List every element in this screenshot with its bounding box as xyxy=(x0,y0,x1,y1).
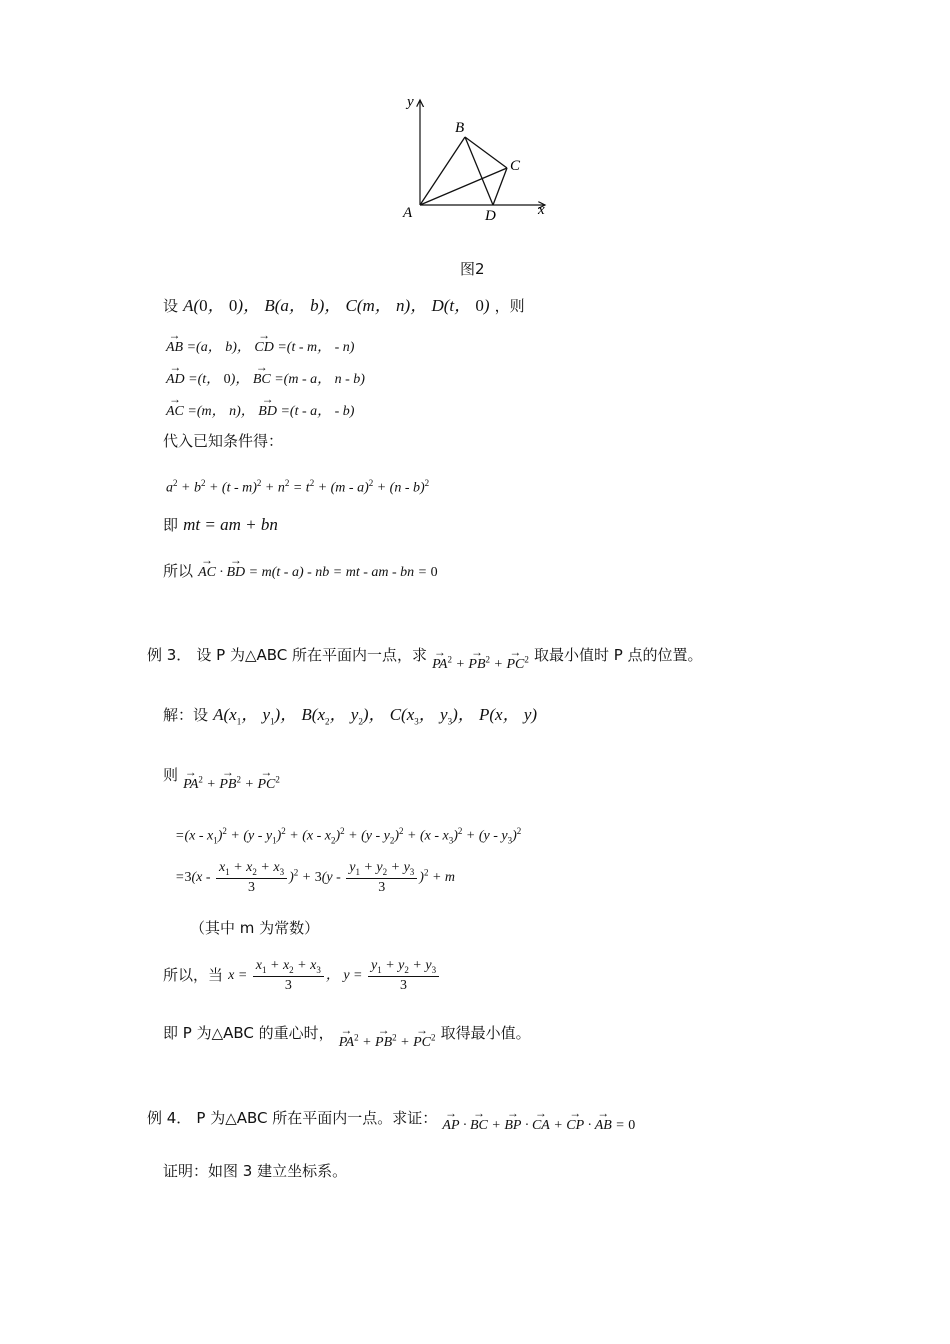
segment-ac xyxy=(420,168,507,205)
ji-line xyxy=(163,514,278,535)
constant-note: （其中 m 为常数） xyxy=(190,919,320,937)
example-3-label: 例 3． xyxy=(147,646,192,664)
vector-line-3: → AC =(m， n)， → BD =(t - a， - b) xyxy=(166,395,354,420)
suoyi-dang-line xyxy=(163,958,441,994)
equation-squares: $a^2 + b^2 + (t - m)^2 + n^2 = t^2 + (m - a)^2 + (n - b)^2$ xyxy=(166,478,430,496)
conclusion-line xyxy=(163,1018,531,1050)
example-3-statement xyxy=(147,640,703,672)
example-3-text-b: 取最小值时 P 点的位置。 xyxy=(533,646,703,664)
substitute-text: 代入已知条件得： xyxy=(163,432,284,450)
suoyi-label: 所以 xyxy=(163,562,194,580)
conclusion-b: 取得最小值。 xyxy=(440,1024,531,1042)
point-b-label: B xyxy=(455,120,465,136)
ze-line xyxy=(163,760,280,792)
ze-label: 则 xyxy=(163,766,179,784)
ji-label: 即 xyxy=(163,516,179,534)
vector-line-1: → AB =(a， b)， → CD =(t - m， - n) xyxy=(166,331,354,356)
proof-line: 证明：如图 3 建立坐标系。 xyxy=(163,1162,348,1180)
example-4-label: 例 4． xyxy=(147,1109,192,1127)
points-formula: $A(x_1$， $y_1$)， $B(x_2$， $y_2$)， $C(x_3$， $y_3$)， P(x， y) xyxy=(213,705,538,727)
set-coordinates-line xyxy=(163,291,525,316)
example-4-statement xyxy=(147,1103,636,1133)
conclusion-formula: → $PA^2$ + → $PB^2$ + → $PC^2$ xyxy=(339,1035,436,1050)
example-3-sum-formula: → $PA^2$ + → $PB^2$ + → $PC^2$ xyxy=(432,657,529,672)
axis-x-label: x xyxy=(538,202,545,218)
point-d-label: D xyxy=(485,208,496,224)
vector-line-2: → AD =(t， 0)， → BC =(m - a， n - b) xyxy=(166,363,365,388)
conclusion-a: 即 P 为△ABC 的重心时， xyxy=(163,1024,334,1042)
expansion-line-2: =3(x - $\frac{x_1 + x_2 + x_3}{3}$ )$^2$ + 3(y - $\frac{y_1 + y_2 + y_3}{3}$ )$^2$ + m xyxy=(175,860,456,895)
axis-y-label: y xyxy=(407,94,414,110)
suoyi-dang-label: 所以，当 xyxy=(163,966,224,985)
example-4-formula: → AP · → BC + → BP · → CA + → CP · → AB = 0 xyxy=(442,1118,635,1133)
example-4-text: P 为△ABC 所在平面内一点。求证： xyxy=(196,1109,438,1127)
expansion-line-1: $=(x - x_1)^2 + (y - y_1)^2 + (x - x_2)^2 + (y - y_2)^2 + (x - x_3)^2 + (y - y_3)^2$ xyxy=(175,826,522,846)
set-prefix: 设 xyxy=(163,297,179,315)
figure-2-diagram xyxy=(395,90,565,225)
dot-product-formula: → AC · → BD = m(t - a) - nb = mt - am - bn = 0 xyxy=(198,565,438,580)
set-suffix: ，则 xyxy=(494,297,525,315)
centroid-formula: x = $\frac{x_1 + x_2 + x_3}{3}$ ， y = $\frac{y_1 + y_2 + y_3}{3}$ xyxy=(228,968,441,983)
jie-label: 解：设 xyxy=(163,706,209,724)
point-c-label: C xyxy=(510,158,521,174)
solution-set-line xyxy=(163,700,537,726)
coordinates-formula: A(0， 0)， B(a， b)， C(m， n)， D(t， 0) xyxy=(183,296,490,315)
figure-caption: 图2 xyxy=(460,260,485,278)
ze-formula: → $PA^2$ + → $PB^2$ + → $PC^2$ xyxy=(183,777,280,792)
example-3-text-a: 设 P 为△ABC 所在平面内一点，求 xyxy=(196,646,428,664)
point-a-label: A xyxy=(403,205,413,221)
ji-formula: mt = am + bn xyxy=(183,515,278,534)
suoyi-line xyxy=(163,556,438,581)
